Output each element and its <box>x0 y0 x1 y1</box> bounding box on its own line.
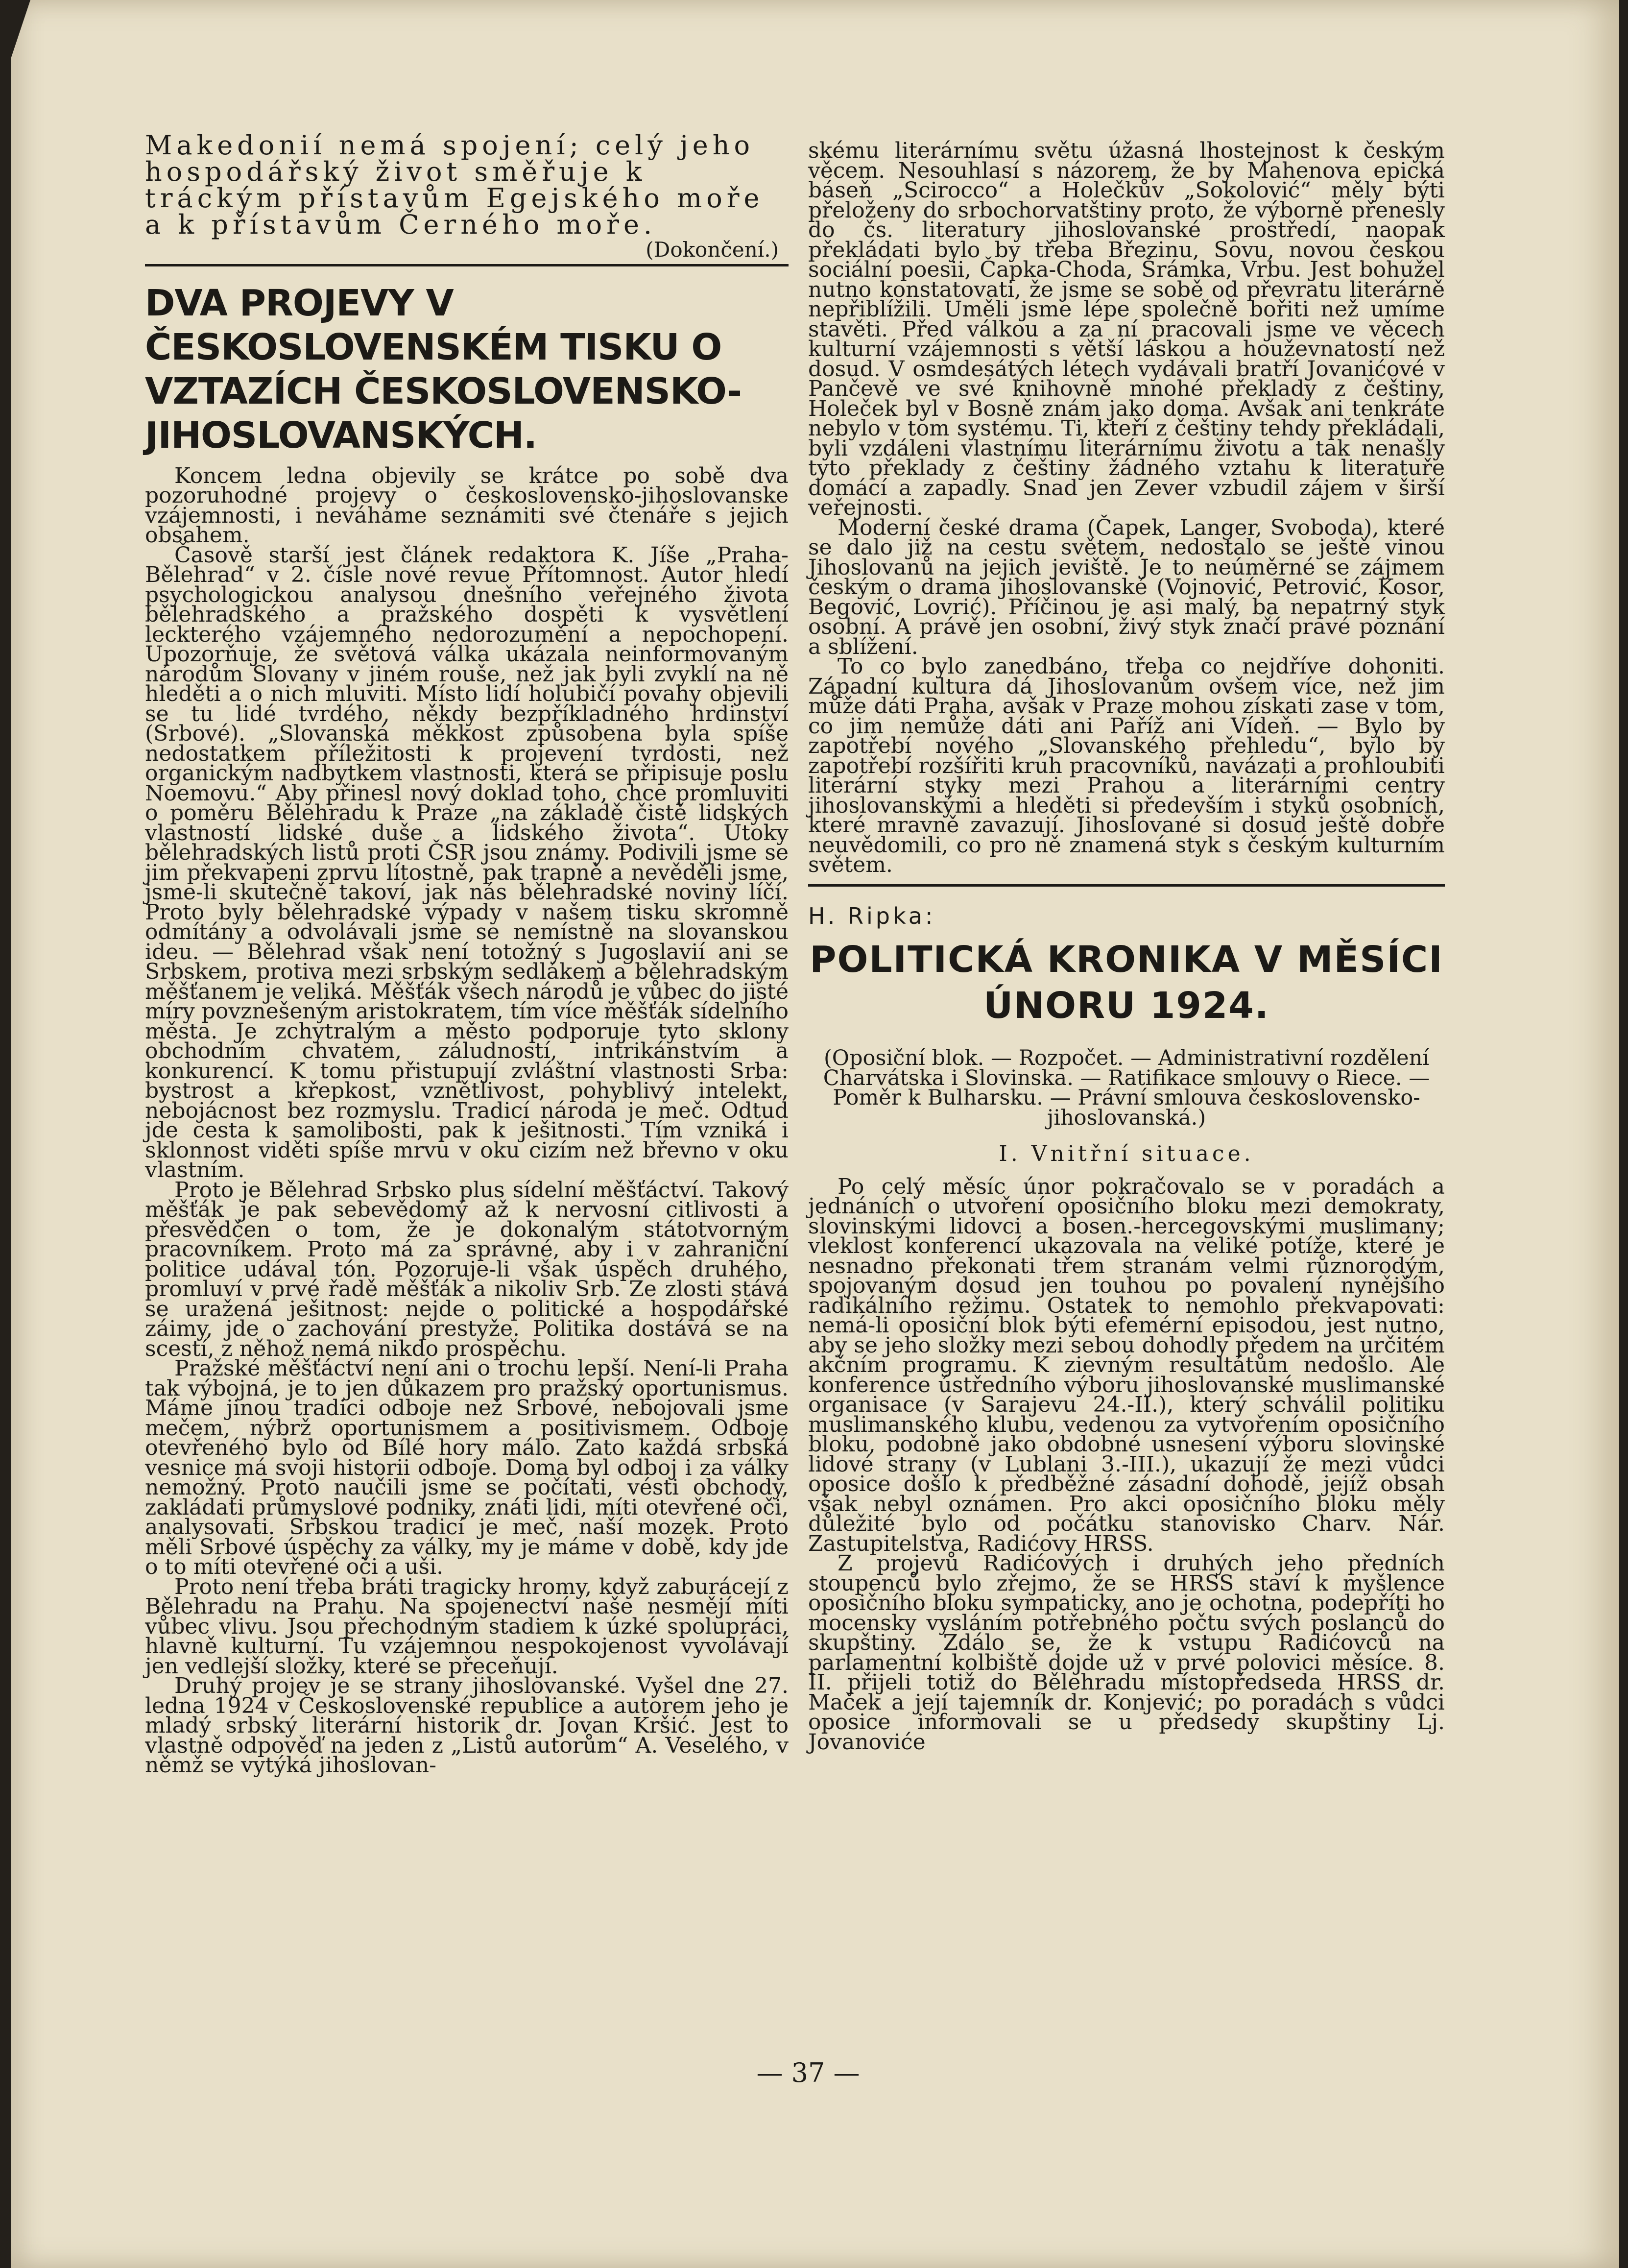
page-number: — 37 — <box>756 2057 860 2088</box>
paragraph: Koncem ledna objevily se krátce po sobě dva pozoruhodné projevy o československo-jihoslovanske vzájemnosti, i neváháme seznámiti své čtenáře s jejich obsahem. <box>145 463 789 548</box>
article-author: H. Ripka: <box>808 902 936 929</box>
section-divider <box>145 264 789 266</box>
paragraph: To co bylo zanedbáno, třeba co nejdříve dohoniti. Západní kultura dá Jihoslovanům ovšem více, než jim může dáti Praha, avšak v Praze mohou získati zase v tom, co jim nemůže dáti ani Paříž ani Vídeň. — Bylo by zapotřebí nového „Slovanského přehledu“, bylo by zapotřebí rozšířiti kruh pracovníků, navázati a prohloubiti literární styky mezi Prahou a literárními centry jihoslovanskými a hleděti si především i styků osobních, které mravně zavazují. Jihoslované si dosud ještě dobře neuvědomili, co pro ně znamená styk s českým kulturním světem. <box>808 654 1445 877</box>
section-heading: I. Vnitřní situace. <box>999 1141 1254 1166</box>
previous-article-ending: Makedonií nemá spojení; celý jeho hospodářský život směřuje k tráckým přístavům Egejského moře a k přístavům Černého moře. <box>145 130 764 240</box>
right-column <box>808 138 1445 1755</box>
paragraph: skému literárnímu světu úžasná lhostejnost k českým věcem. Nesouhlasí s názorem, že by Mahenova epická báseň „Scirocco“ a Holečkův „Sokolović“ měly býti přeloženy do srbochorvatštiny proto, že výborně přenesly do čs. literatury jihoslovanské prostředí, naopak překládati bylo by třeba Březinu, Sovu, novou českou sociální poesii, Čapka-Choda, Šrámka, Vrbu. Jest bohužel nutno konstatovati, že jsme se sobě od převratu literárně nepřiblížili. Uměli jsme lépe společně bořiti než umíme stavěti. Před válkou a za ní pracovali jsme ve věcech kulturní vzájemnosti s větší láskou a houževnatostí než dosud. V osmdesátých létech vydávali bratří Jovanićové v Pančevě ve své knihovně mnohé překlady z češtiny, Holeček byl v Bosně znám jako doma. Avšak ani tenkráte nebylo v tom systému. Ti, kteří z češtiny tehdy překládali, byli vzdáleni vlastnímu literárnímu životu a tak nenašly tyto překlady z češtiny žádného vztahu k literatuře domácí a zapadly. Snad jen Zever vzbudil zájem v širší veřejnosti. <box>808 138 1445 520</box>
end-note: (Dokončení.) <box>646 238 779 262</box>
section-divider <box>808 884 1445 887</box>
paragraph: Moderní české drama (Čapek, Langer, Svoboda), které se dalo již na cestu světem, nedostalo se ještě vinou Jihoslovanů na jejich jeviště. Je to neúměrné se zájmem českým o drama jihoslovanské (Vojnović, Petrović, Kosor, Begović, Lovrić). Příčinou je asi malý, ba nepatrný styk osobní. A právě jen osobní, živý styk značí pravé poznání a sblížení. <box>808 515 1445 659</box>
article-title: POLITICKÁ KRONIKA V MĚSÍCI ÚNORU 1924. <box>810 939 1443 1027</box>
paragraph: Druhý projev je se strany jihoslovanské. Vyšel dne 27. ledna 1924 v Československé republice a autorem jeho je mladý srbský literární historik dr. Jovan Kršić. Jest to vlastně odpověď na jeden z „Listů autorům“ A. Veselého, v němž se vytýká jihoslovan- <box>145 1673 789 1778</box>
paragraph: Proto není třeba bráti tragicky hromy, když zaburácejí z Bělehradu na Prahu. Na spojenectví naše nesmějí míti vůbec vlivu. Jsou přechodným stadiem k úzké spolupráci, hlavně kulturní. Tu vzájemnou nespokojenost vyvolávají jen vedlejší složky, které se přeceňují. <box>145 1574 789 1679</box>
paragraph: Pražské měšťáctví není ani o trochu lepší. Není-li Praha tak výbojná, je to jen důkazem pro pražský oportunismus. Máme jinou tradici odboje než Srbové, nebojovali jsme mečem, nýbrž oportunismem a positivismem. Odboje otevřeného bylo od Bílé hory málo. Zato každá srbská vesnice má svoji historii odboje. Doma byl odboj i za války nemožný. Proto naučili jsme se počítati, vésti obchody, zakládati průmyslové podniky, znáti lidi, míti otevřené oči, analysovati. Srbskou tradicí je meč, naší mozek. Proto měli Srbové úspěchy za války, my je máme v době, kdy jde o to míti otevřené oči a uši. <box>145 1356 789 1579</box>
article-title: DVA PROJEVY V ČESKOSLOVENSKÉM TISKU O VZTAZÍCH ČESKOSLOVENSKO-JIHOSLOVANSKÝCH. <box>145 282 742 457</box>
left-column <box>145 132 789 1776</box>
paragraph: Proto je Bělehrad Srbsko plus sídelní měšťáctví. Takový měšťák je pak sebevědomý až k nervosní citlivosti a přesvědčen o tom, že je dokonalým státotvorným pracovníkem. Proto má za správné, aby i v zahraniční politice udával tón. Pozoruje-li však úspěch druhého, promluví v prvé řadě měšťák a nikoliv Srb. Ze zlosti stává se uražená ješitnost: nejde o politické a hospodářské záimy, jde o zachování prestyže. Politika dostává se na scestí, z něhož nemá nikdo prospěchu. <box>145 1177 789 1361</box>
paragraph: Po celý měsíc únor pokračovalo se v poradách a jednáních o utvoření oposičního bloku mezi demokraty, slovinskými lidovci a bosen.-hercegovskými muslimany; vleklost konferencí ukazovala na veliké potíže, které je nesnadno překonati třem stranám velmi různorodým, spojovaným dosud jen touhou po povalení nynějšího radikálního režimu. Ostatek to nemohlo překvapovati: nemá-li oposiční blok býti efemérní episodou, jest nutno, aby se jeho složky mezi sebou dohodly předem na určitém akčním programu. K zievným resultátům nedošlo. Ale konference ústředního výboru jihoslovanské muslimanské organisace (v Sarajevu 24.-II.), který schválil politiku muslimanského klubu, vedenou za vytvořením oposičního bloku, podobně jako obdobné usnesení výboru slovinské lidové strany (v Lublani 3.-III.), ukazují že mezi vůdci oposice došlo k předběžné zásadní dohodě, jejíž obsah však nebyl oznámen. Pro akci oposičního bloku měly důležité bylo od počátku stanovisko Charv. Nár. Zastupitelstva, Radićovy HRSS. <box>808 1174 1445 1556</box>
paragraph: Z projevů Radićových i druhých jeho předních stoupenců bylo zřejmo, že se HRSS staví k myšlence oposičního bloku sympaticky, ano je ochotna, podepříti ho mocensky vysláním potřebného počtu svých poslanců do skupštiny. Zdálo se, že k vstupu Radićovců na parlamentní kolbiště dojde už v prvé polovici měsíce. 8. II. přijeli totiž do Bělehradu místopředseda HRSS dr. Maček a její tajemník dr. Konjević; po poradách s vůdci oposice informovali se u předsedy skupštiny Lj. Jovanoviće <box>808 1551 1445 1755</box>
paragraph: Časově starší jest článek redaktora K. Jíše „Praha-Bělehrad“ v 2. čísle nové revue Přítomnost. Autor hledí psychologickou analysou dnešního veřejného života bělehradského a pražského dospěti k vysvětlení leckterého vzájemného nedorozumění a nepochopení. Upozorňuje, že světová válka ukázala neinformovaným národům Slovany v jiném rouše, než jak byli zvyklí na ně hleděti a o nich mluviti. Místo lidí holubičí povahy objevili se tu lidé tvrdého, někdy bezpříkladného hrdinství (Srbové). „Slovanská měkkost způsobena byla spíše nedostatkem příležitosti k projevení tvrdosti, než organickým nadbytkem vlastnosti, která se připisuje poslu Noemovu.“ Aby přinesl nový doklad toho, chce promluviti o poměru Bělehradu k Praze „na základě čistě lidských vlastností lidské duše a lidského života“. Útoky bělehradských listů proti ČSR jsou známy. Podivili jsme se jim překvapeni zprvu lítostně, pak trapně a nevěděli jsme, jsme-li skutečně takoví, jak nás bělehradské noviny líčí. Proto byly bělehradské výpady v našem tisku skromně odmítány a odvolávali jsme se nemístně na slovanskou ideu. — Bělehrad však není totožný s Jugoslavií ani se Srbskem, protiva mezi srbským sedlákem a bělehradským měšťanem je veliká. Měšťák všech národů je vůbec do jisté míry povznešeným aristokratem, tím více měšťák sídelního města. Je zchytralým a město podporuje tyto sklony obchodním chvatem, záludností, intrikánstvím a konkurencí. K tomu přistupují zvláštní vlastnosti Srba: bystrost a křepkost, vznětlivost, pohyblivý intelekt, nebojácnost bez rozmyslu. Tradicí národa je meč. Odtud jde cesta k samolibosti, pak k ješitnosti. Tím vzniká i sklonnost viděti spíše mrvu v oku cizím než břevno v oku vlastním. <box>145 542 789 1182</box>
article-summary: (Oposiční blok. — Rozpočet. — Administrativní rozdělení Charvátska i Slovinska. — Ratifikace smlouvy o Riece. — Poměr k Bulharsku. — Právní smlouva československo-jihoslovanská.) <box>823 1046 1430 1130</box>
